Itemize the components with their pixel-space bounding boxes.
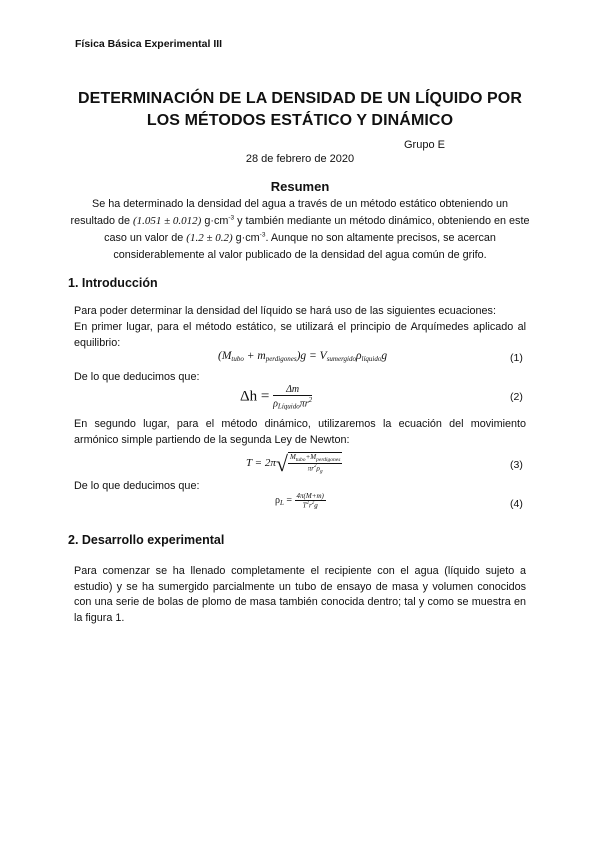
title-line-1: DETERMINACIÓN DE LA DENSIDAD DE UN LÍQUIDO POR bbox=[77, 90, 523, 107]
eq4-sub-L: L bbox=[280, 498, 284, 507]
paper-title bbox=[60, 88, 540, 132]
experimental-paragraph-1: Para comenzar se ha llenado completamente el recipiente con el agua (líquido sujeto a estudio) y se ha sumergido parcialmente un tubo de ensayo de masa y volumen conocidos con una serie de bolas de plomo de masa también conocida dentro; tal y como se muestra en la figura 1. bbox=[74, 565, 526, 624]
eq3-den-exponent: 2 bbox=[313, 464, 317, 470]
abstract-body bbox=[70, 196, 530, 264]
eq2-exponent: 2 bbox=[308, 396, 313, 404]
eq3-num-M: M bbox=[289, 453, 296, 462]
eq4-equals: = bbox=[286, 494, 293, 506]
intro-paragraph-5: De lo que deducimos que: bbox=[74, 480, 200, 492]
eq1-sub-tubo: tubo bbox=[231, 355, 244, 363]
eq4-den-r: r bbox=[309, 501, 312, 510]
equation-1-number: (1) bbox=[510, 352, 523, 364]
eq1-gravity-volume: )g = V bbox=[296, 350, 327, 362]
dynamic-density-unit: g·cm bbox=[235, 232, 260, 244]
eq3-denominator bbox=[288, 464, 342, 474]
eq3-sub-tubo: tubo bbox=[295, 457, 306, 464]
equation-1 bbox=[218, 350, 387, 363]
eq2-rho: ρ bbox=[273, 398, 278, 410]
static-density-unit: g·cm bbox=[204, 215, 229, 227]
section-introduction-heading: 1. Introducción bbox=[68, 276, 158, 290]
eq1-sub-sumergido: sumergido bbox=[326, 355, 356, 363]
equation-3 bbox=[246, 451, 342, 477]
intro-paragraph-2: En primer lugar, para el método estático, se utilizará el principio de Arquímedes aplicado al equilibrio: bbox=[74, 321, 526, 349]
eq4-denominator bbox=[295, 501, 326, 509]
eq1-rho: ρ bbox=[355, 350, 362, 362]
static-density-value: (1.051 ± 0.012) bbox=[132, 215, 202, 227]
eq4-fraction bbox=[295, 492, 326, 509]
abstract-text-3: . Aunque no son altamente precisos, se acercan considerablemente al valor publicado de la densidad del agua común de grifo. bbox=[113, 232, 496, 261]
eq2-sub-liquido: Líquido bbox=[277, 402, 300, 411]
equation-2-number: (2) bbox=[510, 391, 523, 403]
equation-4 bbox=[275, 492, 326, 509]
eq3-num-plus: +M bbox=[305, 453, 317, 462]
eq1-mass-tube: (M bbox=[218, 350, 232, 362]
eq3-sqrt-sign: √ bbox=[275, 451, 288, 476]
title-line-2: LOS MÉTODOS ESTÁTICO Y DINÁMICO bbox=[146, 112, 454, 129]
eq1-mass-pellets: + m bbox=[246, 350, 266, 362]
eq4-den-exp: 2 bbox=[306, 501, 310, 506]
dynamic-density-value: (1.2 ± 0.2) bbox=[186, 232, 233, 244]
eq4-den-exp2: 2 bbox=[311, 501, 315, 506]
intro-paragraph-1: Para poder determinar la densidad del líquido se hará uso de las siguientes ecuaciones: bbox=[74, 305, 496, 317]
abstract-text-1: Se ha determinado la densidad del agua a través de un método estático obteniendo un resultado de bbox=[70, 198, 508, 227]
section-experimental-heading: 2. Desarrollo experimental bbox=[68, 533, 225, 547]
eq3-den-rho: ρ bbox=[316, 464, 320, 473]
author-group: Grupo E bbox=[404, 139, 445, 151]
eq3-sub-perdigones: perdigones bbox=[316, 457, 341, 464]
eq2-fraction bbox=[273, 384, 312, 410]
dynamic-density-exponent: -3 bbox=[259, 231, 266, 239]
static-density-exponent: -3 bbox=[228, 214, 235, 222]
eq2-denominator bbox=[273, 396, 312, 410]
eq2-pi-r: πr bbox=[299, 398, 309, 410]
intro-paragraph-4: En segundo lugar, para el método dinámico, utilizaremos la ecuación del movimiento armónico simple partiendo de la segunda Ley de Newton: bbox=[74, 418, 526, 446]
eq2-lhs: Δh = bbox=[240, 388, 270, 405]
eq4-den-g: g bbox=[314, 501, 318, 510]
equation-4-number: (4) bbox=[510, 498, 523, 510]
eq1-sub-liquido: líquido bbox=[361, 355, 382, 363]
eq4-den-T: T bbox=[302, 501, 307, 510]
eq2-numerator: Δm bbox=[273, 384, 312, 396]
eq3-lhs: T = 2π bbox=[246, 457, 276, 469]
intro-paragraph-3: De lo que deducimos que: bbox=[74, 371, 200, 383]
eq3-fraction bbox=[288, 452, 342, 474]
eq3-den-g: g bbox=[319, 468, 323, 475]
equation-3-number: (3) bbox=[510, 459, 523, 471]
eq3-den-pi-r: πr bbox=[307, 464, 314, 473]
running-header: Física Básica Experimental III bbox=[75, 38, 223, 50]
eq4-numerator: 4π(M+m) bbox=[296, 492, 324, 500]
equation-2 bbox=[240, 384, 312, 410]
eq1-sub-perdigones: perdigones bbox=[265, 355, 297, 363]
date: 28 de febrero de 2020 bbox=[245, 153, 355, 165]
abstract-text-2: y también mediante un método dinámico, obteniendo en este caso un valor de bbox=[104, 215, 530, 244]
eq3-numerator bbox=[288, 453, 342, 464]
eq4-rho: ρ bbox=[275, 494, 280, 506]
eq1-gravity: g bbox=[381, 350, 388, 362]
abstract-heading: Resumen bbox=[270, 179, 330, 194]
